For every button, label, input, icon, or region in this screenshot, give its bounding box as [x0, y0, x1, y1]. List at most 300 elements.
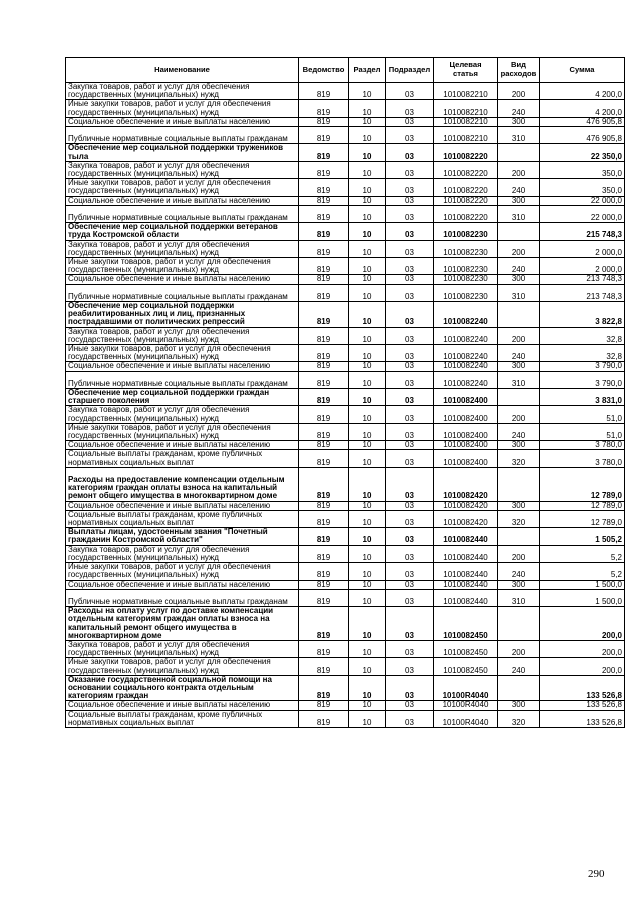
table-row [66, 510, 625, 527]
cell-razdel: 10 [349, 127, 386, 144]
cell-sum: 22 350,0 [540, 144, 625, 161]
cell-vid [498, 467, 540, 501]
cell-vedomstvo: 819 [299, 545, 349, 562]
cell-target: 1010082220 [434, 205, 498, 222]
cell-vedomstvo: 819 [299, 127, 349, 144]
cell-name: Социальное обеспечение и иные выплаты населению [66, 441, 299, 450]
cell-sum: 3 831,0 [540, 389, 625, 406]
cell-razdel: 10 [349, 441, 386, 450]
cell-sum: 200,0 [540, 607, 625, 641]
cell-target: 1010082230 [434, 223, 498, 240]
cell-podrazdel: 03 [386, 563, 434, 580]
cell-vid: 300 [498, 362, 540, 371]
cell-vid: 200 [498, 161, 540, 178]
cell-sum: 133 526,8 [540, 675, 625, 701]
cell-podrazdel: 03 [386, 327, 434, 344]
table-row [66, 675, 625, 701]
cell-vid: 240 [498, 179, 540, 196]
cell-podrazdel: 03 [386, 640, 434, 657]
table-row [66, 467, 625, 501]
cell-razdel: 10 [349, 510, 386, 527]
cell-razdel: 10 [349, 302, 386, 328]
cell-podrazdel: 03 [386, 127, 434, 144]
cell-podrazdel: 03 [386, 240, 434, 257]
cell-podrazdel: 03 [386, 658, 434, 675]
cell-target: 1010082440 [434, 545, 498, 562]
cell-vedomstvo: 819 [299, 223, 349, 240]
table-row [66, 179, 625, 196]
table-row [66, 100, 625, 117]
budget-table-sheet [65, 57, 640, 728]
cell-razdel: 10 [349, 545, 386, 562]
table-row [66, 607, 625, 641]
cell-target: 10100R4040 [434, 710, 498, 727]
cell-vedomstvo: 819 [299, 710, 349, 727]
cell-sum: 476 905,8 [540, 127, 625, 144]
table-row [66, 701, 625, 710]
cell-sum: 200,0 [540, 658, 625, 675]
cell-podrazdel: 03 [386, 545, 434, 562]
cell-target: 1010082220 [434, 196, 498, 205]
cell-vid: 310 [498, 371, 540, 388]
cell-podrazdel: 03 [386, 302, 434, 328]
cell-target: 1010082420 [434, 467, 498, 501]
table-row [66, 362, 625, 371]
cell-name: Публичные нормативные социальные выплаты гражданам [66, 589, 299, 606]
cell-vid: 300 [498, 196, 540, 205]
cell-vid: 240 [498, 658, 540, 675]
cell-vedomstvo: 819 [299, 327, 349, 344]
cell-razdel: 10 [349, 100, 386, 117]
cell-name: Социальное обеспечение и иные выплаты населению [66, 580, 299, 589]
cell-vedomstvo: 819 [299, 675, 349, 701]
cell-vid: 310 [498, 589, 540, 606]
cell-razdel: 10 [349, 345, 386, 362]
page-number: 290 [588, 868, 605, 880]
cell-vid: 240 [498, 258, 540, 275]
cell-razdel: 10 [349, 423, 386, 440]
cell-vid: 200 [498, 83, 540, 100]
cell-podrazdel: 03 [386, 589, 434, 606]
cell-podrazdel: 03 [386, 528, 434, 545]
cell-vedomstvo: 819 [299, 501, 349, 510]
table-row [66, 423, 625, 440]
cell-vedomstvo: 819 [299, 161, 349, 178]
cell-sum: 32,8 [540, 345, 625, 362]
cell-target: 1010082210 [434, 127, 498, 144]
cell-vedomstvo: 819 [299, 205, 349, 222]
cell-target: 1010082440 [434, 589, 498, 606]
cell-vid: 240 [498, 563, 540, 580]
cell-sum: 213 748,3 [540, 284, 625, 301]
cell-vedomstvo: 819 [299, 275, 349, 284]
table-row [66, 144, 625, 161]
cell-vedomstvo: 819 [299, 179, 349, 196]
cell-podrazdel: 03 [386, 179, 434, 196]
table-row [66, 327, 625, 344]
cell-razdel: 10 [349, 701, 386, 710]
table-row [66, 563, 625, 580]
cell-sum: 3 790,0 [540, 362, 625, 371]
cell-target: 1010082220 [434, 144, 498, 161]
cell-sum: 12 789,0 [540, 510, 625, 527]
cell-podrazdel: 03 [386, 710, 434, 727]
table-row [66, 658, 625, 675]
cell-razdel: 10 [349, 362, 386, 371]
cell-vid: 310 [498, 127, 540, 144]
cell-razdel: 10 [349, 284, 386, 301]
cell-vedomstvo: 819 [299, 528, 349, 545]
cell-target: 1010082220 [434, 161, 498, 178]
cell-razdel: 10 [349, 205, 386, 222]
cell-name: Закупка товаров, работ и услуг для обеспечения государственных (муниципальных) нужд [66, 545, 299, 562]
cell-target: 1010082440 [434, 563, 498, 580]
cell-target: 1010082240 [434, 371, 498, 388]
header-podrazdel: Подраздел [386, 58, 434, 83]
cell-name: Закупка товаров, работ и услуг для обеспечения государственных (муниципальных) нужд [66, 406, 299, 423]
cell-razdel: 10 [349, 117, 386, 126]
cell-razdel: 10 [349, 563, 386, 580]
cell-target: 1010082450 [434, 640, 498, 657]
cell-podrazdel: 03 [386, 467, 434, 501]
cell-vid [498, 675, 540, 701]
cell-vedomstvo: 819 [299, 240, 349, 257]
table-row [66, 710, 625, 727]
cell-target: 1010082420 [434, 510, 498, 527]
cell-sum: 133 526,8 [540, 710, 625, 727]
cell-razdel: 10 [349, 161, 386, 178]
cell-podrazdel: 03 [386, 258, 434, 275]
cell-name: Закупка товаров, работ и услуг для обеспечения государственных (муниципальных) нужд [66, 327, 299, 344]
cell-target: 1010082230 [434, 240, 498, 257]
cell-name: Публичные нормативные социальные выплаты гражданам [66, 284, 299, 301]
cell-vid [498, 389, 540, 406]
cell-razdel: 10 [349, 640, 386, 657]
cell-vedomstvo: 819 [299, 83, 349, 100]
cell-sum: 350,0 [540, 161, 625, 178]
cell-podrazdel: 03 [386, 196, 434, 205]
cell-target: 1010082400 [434, 423, 498, 440]
cell-podrazdel: 03 [386, 161, 434, 178]
cell-vid [498, 144, 540, 161]
cell-name: Иные закупки товаров, работ и услуг для обеспечения государственных (муниципальных) нужд [66, 258, 299, 275]
cell-sum: 3 780,0 [540, 441, 625, 450]
cell-target: 1010082400 [434, 406, 498, 423]
cell-vid: 240 [498, 345, 540, 362]
cell-vid: 300 [498, 580, 540, 589]
cell-sum: 22 000,0 [540, 196, 625, 205]
header-razdel: Раздел [349, 58, 386, 83]
cell-vid: 300 [498, 117, 540, 126]
cell-sum: 1 500,0 [540, 580, 625, 589]
cell-target: 1010082240 [434, 362, 498, 371]
cell-sum: 3 790,0 [540, 371, 625, 388]
cell-podrazdel: 03 [386, 100, 434, 117]
cell-podrazdel: 03 [386, 441, 434, 450]
table-row [66, 345, 625, 362]
header-vid: Вид расходов [498, 58, 540, 83]
cell-vid: 200 [498, 240, 540, 257]
cell-vid: 310 [498, 205, 540, 222]
cell-target: 1010082220 [434, 179, 498, 196]
cell-sum: 12 789,0 [540, 501, 625, 510]
cell-name: Иные закупки товаров, работ и услуг для обеспечения государственных (муниципальных) нужд [66, 423, 299, 440]
cell-name: Социальное обеспечение и иные выплаты населению [66, 196, 299, 205]
table-header-row [66, 58, 625, 83]
table-row [66, 284, 625, 301]
cell-target: 1010082450 [434, 658, 498, 675]
cell-vedomstvo: 819 [299, 441, 349, 450]
cell-podrazdel: 03 [386, 117, 434, 126]
table-row [66, 196, 625, 205]
cell-podrazdel: 03 [386, 275, 434, 284]
cell-target: 1010082240 [434, 302, 498, 328]
cell-sum: 2 000,0 [540, 240, 625, 257]
cell-name: Иные закупки товаров, работ и услуг для обеспечения государственных (муниципальных) нужд [66, 345, 299, 362]
cell-name: Иные закупки товаров, работ и услуг для обеспечения государственных (муниципальных) нужд [66, 563, 299, 580]
cell-vedomstvo: 819 [299, 589, 349, 606]
cell-razdel: 10 [349, 450, 386, 467]
cell-sum: 22 000,0 [540, 205, 625, 222]
header-vedomstvo: Ведомство [299, 58, 349, 83]
cell-podrazdel: 03 [386, 675, 434, 701]
cell-podrazdel: 03 [386, 607, 434, 641]
cell-name: Социальное обеспечение и иные выплаты населению [66, 117, 299, 126]
cell-vid: 240 [498, 100, 540, 117]
cell-name: Социальное обеспечение и иные выплаты населению [66, 275, 299, 284]
cell-vid: 200 [498, 640, 540, 657]
cell-podrazdel: 03 [386, 510, 434, 527]
table-row [66, 450, 625, 467]
cell-name: Социальные выплаты гражданам, кроме публичных нормативных социальных выплат [66, 510, 299, 527]
cell-sum: 1 505,2 [540, 528, 625, 545]
table-row [66, 441, 625, 450]
table-row [66, 580, 625, 589]
table-row [66, 389, 625, 406]
cell-name: Закупка товаров, работ и услуг для обеспечения государственных (муниципальных) нужд [66, 240, 299, 257]
cell-target: 1010082210 [434, 100, 498, 117]
cell-podrazdel: 03 [386, 144, 434, 161]
cell-razdel: 10 [349, 658, 386, 675]
cell-razdel: 10 [349, 406, 386, 423]
cell-name: Публичные нормативные социальные выплаты гражданам [66, 371, 299, 388]
cell-target: 1010082400 [434, 389, 498, 406]
cell-razdel: 10 [349, 580, 386, 589]
cell-sum: 350,0 [540, 179, 625, 196]
cell-name: Оказание государственной социальной помощи на основании социального контракта отдельным категориям граждан [66, 675, 299, 701]
cell-razdel: 10 [349, 258, 386, 275]
cell-vedomstvo: 819 [299, 144, 349, 161]
cell-name: Социальное обеспечение и иные выплаты населению [66, 501, 299, 510]
cell-razdel: 10 [349, 371, 386, 388]
cell-vid: 200 [498, 545, 540, 562]
cell-razdel: 10 [349, 607, 386, 641]
cell-sum: 200,0 [540, 640, 625, 657]
cell-podrazdel: 03 [386, 389, 434, 406]
cell-vid: 320 [498, 710, 540, 727]
cell-razdel: 10 [349, 144, 386, 161]
cell-podrazdel: 03 [386, 362, 434, 371]
header-sum: Сумма [540, 58, 625, 83]
table-row [66, 205, 625, 222]
table-row [66, 501, 625, 510]
cell-podrazdel: 03 [386, 423, 434, 440]
cell-target: 1010082240 [434, 327, 498, 344]
table-row [66, 117, 625, 126]
cell-name: Расходы на оплату услуг по доставке компенсации отдельным категориям граждан оплаты взноса на капитальный ремонт общего имущества в многоквартирном доме [66, 607, 299, 641]
cell-podrazdel: 03 [386, 406, 434, 423]
cell-razdel: 10 [349, 589, 386, 606]
table-row [66, 161, 625, 178]
cell-name: Публичные нормативные социальные выплаты гражданам [66, 127, 299, 144]
cell-vedomstvo: 819 [299, 467, 349, 501]
cell-target: 10100R4040 [434, 675, 498, 701]
cell-name: Иные закупки товаров, работ и услуг для обеспечения государственных (муниципальных) нужд [66, 100, 299, 117]
budget-table [65, 57, 625, 728]
cell-vedomstvo: 819 [299, 450, 349, 467]
cell-vedomstvo: 819 [299, 389, 349, 406]
cell-podrazdel: 03 [386, 83, 434, 100]
cell-vid: 300 [498, 275, 540, 284]
cell-razdel: 10 [349, 501, 386, 510]
cell-target: 1010082230 [434, 275, 498, 284]
cell-podrazdel: 03 [386, 371, 434, 388]
table-row [66, 240, 625, 257]
cell-target: 1010082230 [434, 284, 498, 301]
cell-target: 1010082230 [434, 258, 498, 275]
cell-target: 1010082440 [434, 580, 498, 589]
cell-vedomstvo: 819 [299, 658, 349, 675]
cell-razdel: 10 [349, 179, 386, 196]
cell-sum: 1 500,0 [540, 589, 625, 606]
cell-sum: 51,0 [540, 406, 625, 423]
cell-vid [498, 607, 540, 641]
table-row [66, 589, 625, 606]
cell-sum: 32,8 [540, 327, 625, 344]
cell-razdel: 10 [349, 528, 386, 545]
cell-vedomstvo: 819 [299, 196, 349, 205]
cell-sum: 3 780,0 [540, 450, 625, 467]
cell-vedomstvo: 819 [299, 563, 349, 580]
cell-razdel: 10 [349, 467, 386, 501]
cell-vedomstvo: 819 [299, 607, 349, 641]
cell-podrazdel: 03 [386, 701, 434, 710]
cell-vedomstvo: 819 [299, 302, 349, 328]
cell-sum: 215 748,3 [540, 223, 625, 240]
cell-name: Расходы на предоставление компенсации отдельным категориям граждан оплаты взноса на капитальный ремонт общего имущества в многоквартирном доме [66, 467, 299, 501]
cell-target: 1010082240 [434, 345, 498, 362]
cell-target: 1010082210 [434, 117, 498, 126]
cell-razdel: 10 [349, 327, 386, 344]
cell-vid: 300 [498, 701, 540, 710]
cell-name: Социальное обеспечение и иные выплаты населению [66, 701, 299, 710]
cell-vid [498, 223, 540, 240]
cell-vid: 300 [498, 441, 540, 450]
cell-name: Публичные нормативные социальные выплаты гражданам [66, 205, 299, 222]
cell-vid [498, 302, 540, 328]
cell-target: 1010082440 [434, 528, 498, 545]
table-body [66, 83, 625, 728]
cell-target: 1010082420 [434, 501, 498, 510]
cell-razdel: 10 [349, 240, 386, 257]
cell-razdel: 10 [349, 223, 386, 240]
cell-name: Социальное обеспечение и иные выплаты населению [66, 362, 299, 371]
cell-razdel: 10 [349, 710, 386, 727]
cell-vedomstvo: 819 [299, 371, 349, 388]
cell-vedomstvo: 819 [299, 345, 349, 362]
cell-sum: 51,0 [540, 423, 625, 440]
header-target: Целевая статья [434, 58, 498, 83]
cell-sum: 4 200,0 [540, 100, 625, 117]
cell-vedomstvo: 819 [299, 510, 349, 527]
cell-vid: 300 [498, 501, 540, 510]
cell-name: Обеспечение мер социальной поддержки реабилитированных лиц и лиц, признанных пострадавшими от политических репрессий [66, 302, 299, 328]
cell-razdel: 10 [349, 196, 386, 205]
cell-vedomstvo: 819 [299, 284, 349, 301]
cell-name: Закупка товаров, работ и услуг для обеспечения государственных (муниципальных) нужд [66, 83, 299, 100]
cell-vedomstvo: 819 [299, 362, 349, 371]
cell-vedomstvo: 819 [299, 117, 349, 126]
cell-sum: 4 200,0 [540, 83, 625, 100]
header-name: Наименование [66, 58, 299, 83]
cell-sum: 5,2 [540, 545, 625, 562]
cell-sum: 12 789,0 [540, 467, 625, 501]
cell-podrazdel: 03 [386, 501, 434, 510]
cell-name: Иные закупки товаров, работ и услуг для обеспечения государственных (муниципальных) нужд [66, 179, 299, 196]
cell-vedomstvo: 819 [299, 701, 349, 710]
cell-vid: 310 [498, 284, 540, 301]
cell-podrazdel: 03 [386, 345, 434, 362]
cell-name: Закупка товаров, работ и услуг для обеспечения государственных (муниципальных) нужд [66, 161, 299, 178]
table-row [66, 275, 625, 284]
cell-vedomstvo: 819 [299, 580, 349, 589]
cell-target: 10100R4040 [434, 701, 498, 710]
cell-sum: 3 822,8 [540, 302, 625, 328]
cell-vid [498, 528, 540, 545]
cell-vid: 200 [498, 327, 540, 344]
cell-podrazdel: 03 [386, 223, 434, 240]
table-row [66, 371, 625, 388]
table-row [66, 545, 625, 562]
cell-vedomstvo: 819 [299, 423, 349, 440]
cell-razdel: 10 [349, 83, 386, 100]
cell-name: Обеспечение мер социальной поддержки ветеранов труда Костромской области [66, 223, 299, 240]
table-row [66, 528, 625, 545]
cell-name: Социальные выплаты гражданам, кроме публичных нормативных социальных выплат [66, 450, 299, 467]
cell-vid: 320 [498, 510, 540, 527]
cell-podrazdel: 03 [386, 580, 434, 589]
cell-razdel: 10 [349, 389, 386, 406]
cell-target: 1010082210 [434, 83, 498, 100]
cell-name: Выплаты лицам, удостоенным звания "Почетный гражданин Костромской области" [66, 528, 299, 545]
cell-target: 1010082400 [434, 441, 498, 450]
table-row [66, 258, 625, 275]
cell-vid: 320 [498, 450, 540, 467]
cell-sum: 213 748,3 [540, 275, 625, 284]
cell-vid: 240 [498, 423, 540, 440]
cell-name: Обеспечение мер социальной поддержки тружеников тыла [66, 144, 299, 161]
cell-sum: 476 905,8 [540, 117, 625, 126]
table-row [66, 223, 625, 240]
cell-name: Иные закупки товаров, работ и услуг для обеспечения государственных (муниципальных) нужд [66, 658, 299, 675]
cell-sum: 2 000,0 [540, 258, 625, 275]
table-row [66, 302, 625, 328]
cell-sum: 5,2 [540, 563, 625, 580]
cell-sum: 133 526,8 [540, 701, 625, 710]
cell-vedomstvo: 819 [299, 640, 349, 657]
table-row [66, 127, 625, 144]
cell-vid: 200 [498, 406, 540, 423]
